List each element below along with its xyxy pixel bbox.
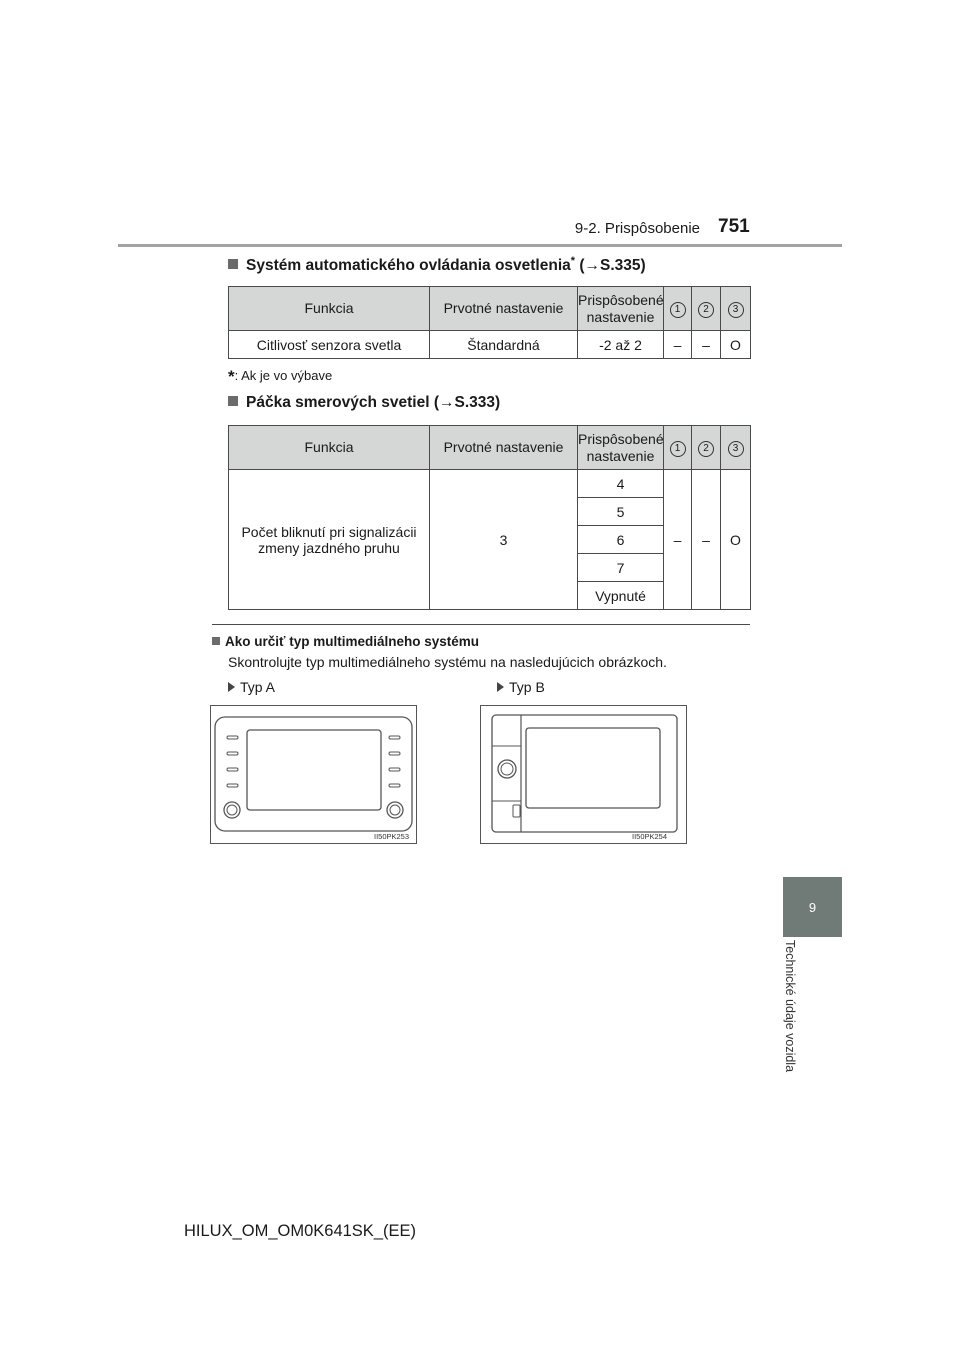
- cell-custom-option: 5: [578, 498, 664, 526]
- col-custom: Prispôsobené nastavenie: [578, 426, 664, 470]
- table-row: [229, 470, 751, 498]
- chapter-number: 9: [808, 899, 817, 915]
- chapter-label: [783, 940, 807, 1110]
- col-custom: Prispôsobené nastavenie: [578, 287, 664, 331]
- cell-c2: –: [692, 331, 721, 359]
- figure-code: II50PK254: [632, 832, 668, 841]
- section-title: 9-2. Prispôsobenie: [574, 220, 700, 237]
- figure-type-b: [480, 705, 687, 844]
- header-rule: [118, 244, 842, 247]
- circled-3-icon: 3: [728, 302, 744, 318]
- cell-function: Počet bliknutí pri signalizácii zmeny jazdného pruhu: [229, 470, 430, 610]
- section1-heading-text: Systém automatického ovládania osvetlenia: [246, 257, 571, 275]
- square-bullet-icon: [228, 396, 238, 406]
- table-row: [229, 331, 751, 359]
- cell-c3: O: [721, 470, 751, 610]
- cell-custom-option: 7: [578, 554, 664, 582]
- chapter-tab: [783, 877, 842, 937]
- cell-c1: –: [664, 331, 692, 359]
- type-b-label-text: Typ B: [509, 679, 545, 695]
- head-unit-type-a-illustration: [211, 706, 416, 843]
- section1-table: [228, 286, 751, 359]
- circled-1-icon: 1: [670, 441, 686, 457]
- cell-custom-option: 4: [578, 470, 664, 498]
- col-1: [664, 426, 692, 470]
- col-initial: Prvotné nastavenie: [430, 426, 578, 470]
- section2-heading-ref: (→S.333): [433, 394, 501, 411]
- col-initial: Prvotné nastavenie: [430, 287, 578, 331]
- circled-1-icon: 1: [670, 302, 686, 318]
- multimedia-heading-text: Ako určiť typ multimediálneho systému: [225, 634, 480, 649]
- circled-2-icon: 2: [698, 441, 714, 457]
- cell-initial: 3: [430, 470, 578, 610]
- section2-heading-text: Páčka smerových svetiel: [246, 394, 430, 411]
- triangle-bullet-icon: [497, 682, 504, 692]
- cell-c1: –: [664, 470, 692, 610]
- triangle-bullet-icon: [228, 682, 235, 692]
- figure-type-a: [210, 705, 417, 844]
- cell-custom-option: Vypnuté: [578, 582, 664, 610]
- cell-custom-option: 6: [578, 526, 664, 554]
- figure-code: II50PK253: [374, 832, 410, 841]
- square-bullet-icon: [228, 259, 238, 269]
- section2-table: [228, 425, 751, 610]
- col-2: [692, 426, 721, 470]
- cell-custom: -2 až 2: [578, 331, 664, 359]
- col-function: Funkcia: [229, 426, 430, 470]
- section1-heading-star: *: [570, 255, 576, 267]
- type-a-label: [228, 679, 275, 695]
- col-3: [721, 287, 751, 331]
- multimedia-heading: [212, 634, 479, 649]
- cell-c3: O: [721, 331, 751, 359]
- table-header-row: [229, 287, 751, 331]
- col-function: Funkcia: [229, 287, 430, 331]
- footnote-text: : Ak je vo výbave: [234, 368, 333, 383]
- cell-function: Citlivosť senzora svetla: [229, 331, 430, 359]
- manual-code: HILUX_OM_OM0K641SK_(EE): [183, 1222, 416, 1240]
- chapter-title: Technické údaje vozidla: [783, 940, 797, 1073]
- page-number: 751: [718, 216, 750, 237]
- section2-heading: [228, 394, 500, 412]
- footnote-star: *: [228, 367, 235, 386]
- multimedia-body: Skontrolujte typ multimediálneho systému na nasledujúcich obrázkoch.: [228, 654, 667, 670]
- footnote: [228, 367, 332, 387]
- circled-2-icon: 2: [698, 302, 714, 318]
- type-b-label: [497, 679, 545, 695]
- col-2: [692, 287, 721, 331]
- cell-c2: –: [692, 470, 721, 610]
- square-bullet-icon: [212, 637, 220, 645]
- circled-3-icon: 3: [728, 441, 744, 457]
- section1-heading: [228, 255, 646, 275]
- col-1: [664, 287, 692, 331]
- head-unit-type-b-illustration: [481, 706, 686, 843]
- table-header-row: [229, 426, 751, 470]
- type-a-label-text: Typ A: [240, 679, 276, 695]
- separator-rule: [212, 624, 750, 625]
- cell-initial: Štandardná: [430, 331, 578, 359]
- col-3: [721, 426, 751, 470]
- section1-heading-ref: (→S.335): [579, 257, 646, 275]
